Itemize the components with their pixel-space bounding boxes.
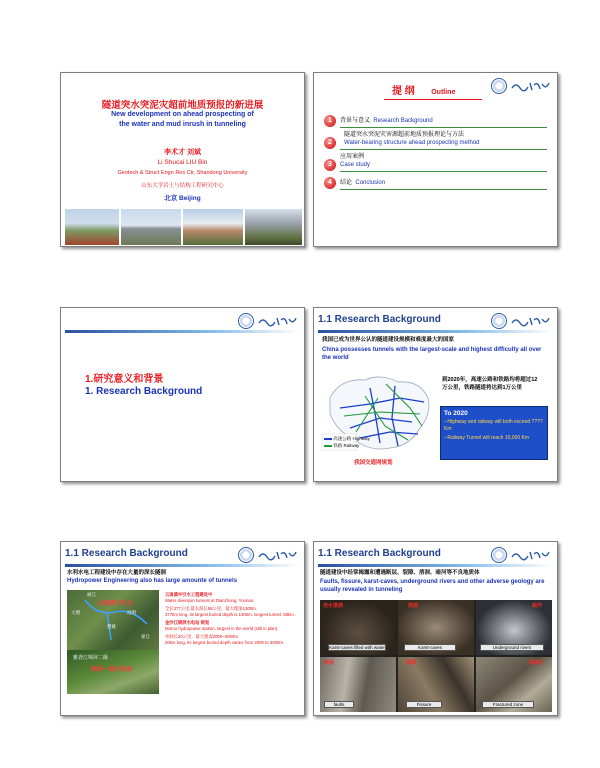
lead-en: Faults, fissure, karst-caves, underground rivers and other adverse geology are usually revealed in tunneling	[320, 579, 545, 593]
seal-icon	[491, 547, 507, 563]
campus-photo-4	[245, 209, 302, 245]
hydro-t5: 金沙江锦屏水电站 规划	[165, 620, 210, 625]
outline-rule-1	[340, 127, 547, 128]
lead-en: Hydropower Engineering also has large amounte of tunnels	[67, 578, 238, 584]
slide-background-2[interactable]	[60, 541, 305, 716]
outline-item-4-en: Conclusion	[355, 180, 386, 186]
campus-photo-3	[183, 209, 243, 245]
photo-fault	[320, 657, 396, 712]
lead-cn: 水利水电工程建设中存在大量的深长隧洞	[67, 570, 167, 576]
campus-photo-1	[65, 209, 119, 245]
header-rule	[65, 330, 300, 333]
place-kunming: 昆明	[127, 610, 136, 615]
jinping-photo	[67, 650, 159, 694]
outline-item-2-en: Water-bearing structure ahead prospecting method	[344, 140, 480, 146]
photo-karst-water	[320, 600, 396, 655]
en-title-line1: New development on ahead prospecting of	[111, 111, 254, 118]
map-caption: 我国交通网规划	[354, 460, 393, 466]
box-cn: 到2020年，高速公路和铁路均将超过12万公里，铁路隧道将达到1万公里	[442, 377, 538, 391]
place-dali: 大理	[71, 610, 80, 615]
photo-caption: Fissure	[406, 701, 442, 709]
hydro-t2: Water diversion tunnels at Dianzhong, Yunnan.	[165, 598, 255, 603]
hydro-text	[165, 592, 301, 646]
outline-number-1: 1	[324, 115, 336, 127]
photo-fissure	[398, 657, 474, 712]
box-head: To 2020	[444, 410, 468, 417]
box-line-2: --Railway Tunnel will reach 10,000 Km	[444, 435, 530, 441]
place-mengzi: 蒙自	[141, 634, 150, 639]
photo-label: 溶洞	[408, 603, 419, 609]
legend-railway: 铁路 Railway	[324, 443, 359, 449]
outline-title-rule	[384, 99, 482, 100]
outline-item-4-cn: 结论	[340, 180, 353, 186]
outline-cn-title: 提 纲	[392, 86, 415, 97]
location: 北京 Beijing	[164, 195, 201, 202]
outline-rule-4	[340, 189, 547, 190]
photo-label: 暗河	[531, 603, 542, 609]
outline-item-2-cn: 隧道突水突泥灾害源超前地质预报理论与方法	[344, 132, 465, 138]
box-line-1: --Highway and railway will both exceed ???? Km	[444, 419, 543, 432]
map-title-2: 锦屏一级水电站	[91, 667, 134, 673]
outline-item-3[interactable]	[340, 153, 549, 169]
hydro-t4: 377km long, its largest buried depth is 1300m, longest tunnel, 58km .	[165, 612, 297, 617]
outline-number-4: 4	[324, 177, 336, 189]
outline-item-1[interactable]	[340, 117, 549, 125]
slide-background-1[interactable]	[313, 307, 558, 482]
photo-caption: Fractured zone	[482, 701, 534, 709]
slide-section[interactable]	[60, 307, 305, 482]
highlight-box	[440, 406, 548, 460]
photo-caption: faults	[324, 701, 354, 709]
affiliation: Geotech & Struct Engn Res Ctr, Shandong University	[117, 170, 248, 176]
outline-item-1-cn: 背景与意义	[340, 118, 371, 124]
en-title-line2: the water and mud inrush in tunneling	[119, 121, 246, 128]
university-logo	[238, 312, 300, 330]
hydro-t8: 20km long, its largest buried depth varies from 2000 to 3000m.	[165, 640, 285, 645]
lead-en: China possesses tunnels with the largest-scale and highest difficulty all over the world	[322, 347, 542, 361]
slide-header: 1.1 Research Background	[318, 314, 441, 325]
slide-header: 1.1 Research Background	[65, 548, 188, 559]
outline-item-3-en: Case study	[340, 162, 371, 168]
photo-karst-cave	[398, 600, 474, 655]
hydro-t3: 全长377公里,最长洞长58公里，最大埋深1300m.	[165, 606, 257, 611]
map-title: 云南滇中引水	[97, 601, 134, 607]
photo-caption: Karst-caves	[404, 644, 456, 652]
outline-item-2[interactable]	[344, 131, 549, 147]
photo-caption: Underground rivers	[480, 644, 544, 652]
calligraphy-logo-icon	[257, 549, 297, 561]
photo-label: 充水溶洞	[323, 603, 344, 609]
calligraphy-logo-icon	[257, 315, 297, 327]
outline-item-4[interactable]	[340, 179, 549, 187]
calligraphy-logo-icon	[510, 80, 550, 92]
photo-label: 断层	[324, 660, 335, 666]
slide-title[interactable]	[60, 72, 305, 247]
photo-label: 裂隙	[406, 660, 417, 666]
geology-photo-grid	[320, 600, 552, 712]
campus-photo-2	[121, 209, 181, 245]
outline-en-title: Outline	[431, 89, 456, 96]
outline-rule-3	[340, 171, 547, 172]
outline-number-2: 2	[324, 137, 336, 149]
outline-rule-2	[340, 149, 547, 150]
hydro-t1: 云南滇中引水工程建设中	[165, 592, 213, 597]
lead-cn: 我国已成为世界公认的隧道建设规模和难度最大的国家	[322, 337, 455, 343]
outline-item-1-en: Research Background	[373, 118, 433, 124]
slide-header: 1.1 Research Background	[318, 548, 441, 559]
seal-icon	[238, 547, 254, 563]
header-rule	[318, 330, 553, 333]
section-en-title: 1. Research Background	[85, 386, 203, 397]
header-rule	[65, 564, 300, 567]
university-logo	[238, 546, 300, 564]
header-rule	[318, 564, 553, 567]
photo-fractured-zone	[476, 657, 552, 712]
photo-caption: Karst-caves filled with water	[329, 644, 385, 650]
university-logo	[491, 546, 553, 564]
seal-icon	[238, 313, 254, 329]
cn-affiliation: 山东大学岩土与结构工程研究中心	[141, 183, 224, 189]
university-logo	[491, 312, 553, 330]
calligraphy-logo-icon	[510, 549, 550, 561]
cn-title: 隧道突水突泥灾超前地质预报的新进展	[101, 100, 264, 111]
hydro-t7: 单洞长20公里，最大埋深2000~3000m	[165, 634, 238, 639]
university-logo	[491, 77, 553, 95]
cn-authors: 李术才 刘斌	[164, 149, 201, 156]
lead-cn: 隧道建设中经常揭露和遭遇断层、裂隙、溶洞、暗河等不良地质体	[320, 570, 480, 576]
slide-background-3[interactable]	[313, 541, 558, 716]
place-lijiang: 丽江	[87, 592, 96, 597]
seal-icon	[491, 78, 507, 94]
outline-item-3-cn: 应用案例	[340, 154, 365, 160]
hydro-t6: Moruo hydropower station, largest in the world (still in plan).	[165, 626, 279, 631]
seal-icon	[491, 313, 507, 329]
photo-underground-river	[476, 600, 552, 655]
calligraphy-logo-icon	[510, 315, 550, 327]
legend-highway: 高速公路 Highway	[324, 436, 370, 442]
map-sub: 雅砻江锦屏二级	[73, 655, 109, 661]
yunnan-map-photo	[67, 590, 159, 650]
place-chuxiong: 楚雄	[107, 624, 116, 629]
outline-number-3: 3	[324, 159, 336, 171]
en-authors: Li Shucai LIU Bin	[157, 159, 208, 166]
slide-outline[interactable]	[313, 72, 558, 247]
photo-label: 破碎区	[528, 660, 544, 666]
section-cn-title: 1.研究意义和背景	[85, 374, 164, 385]
